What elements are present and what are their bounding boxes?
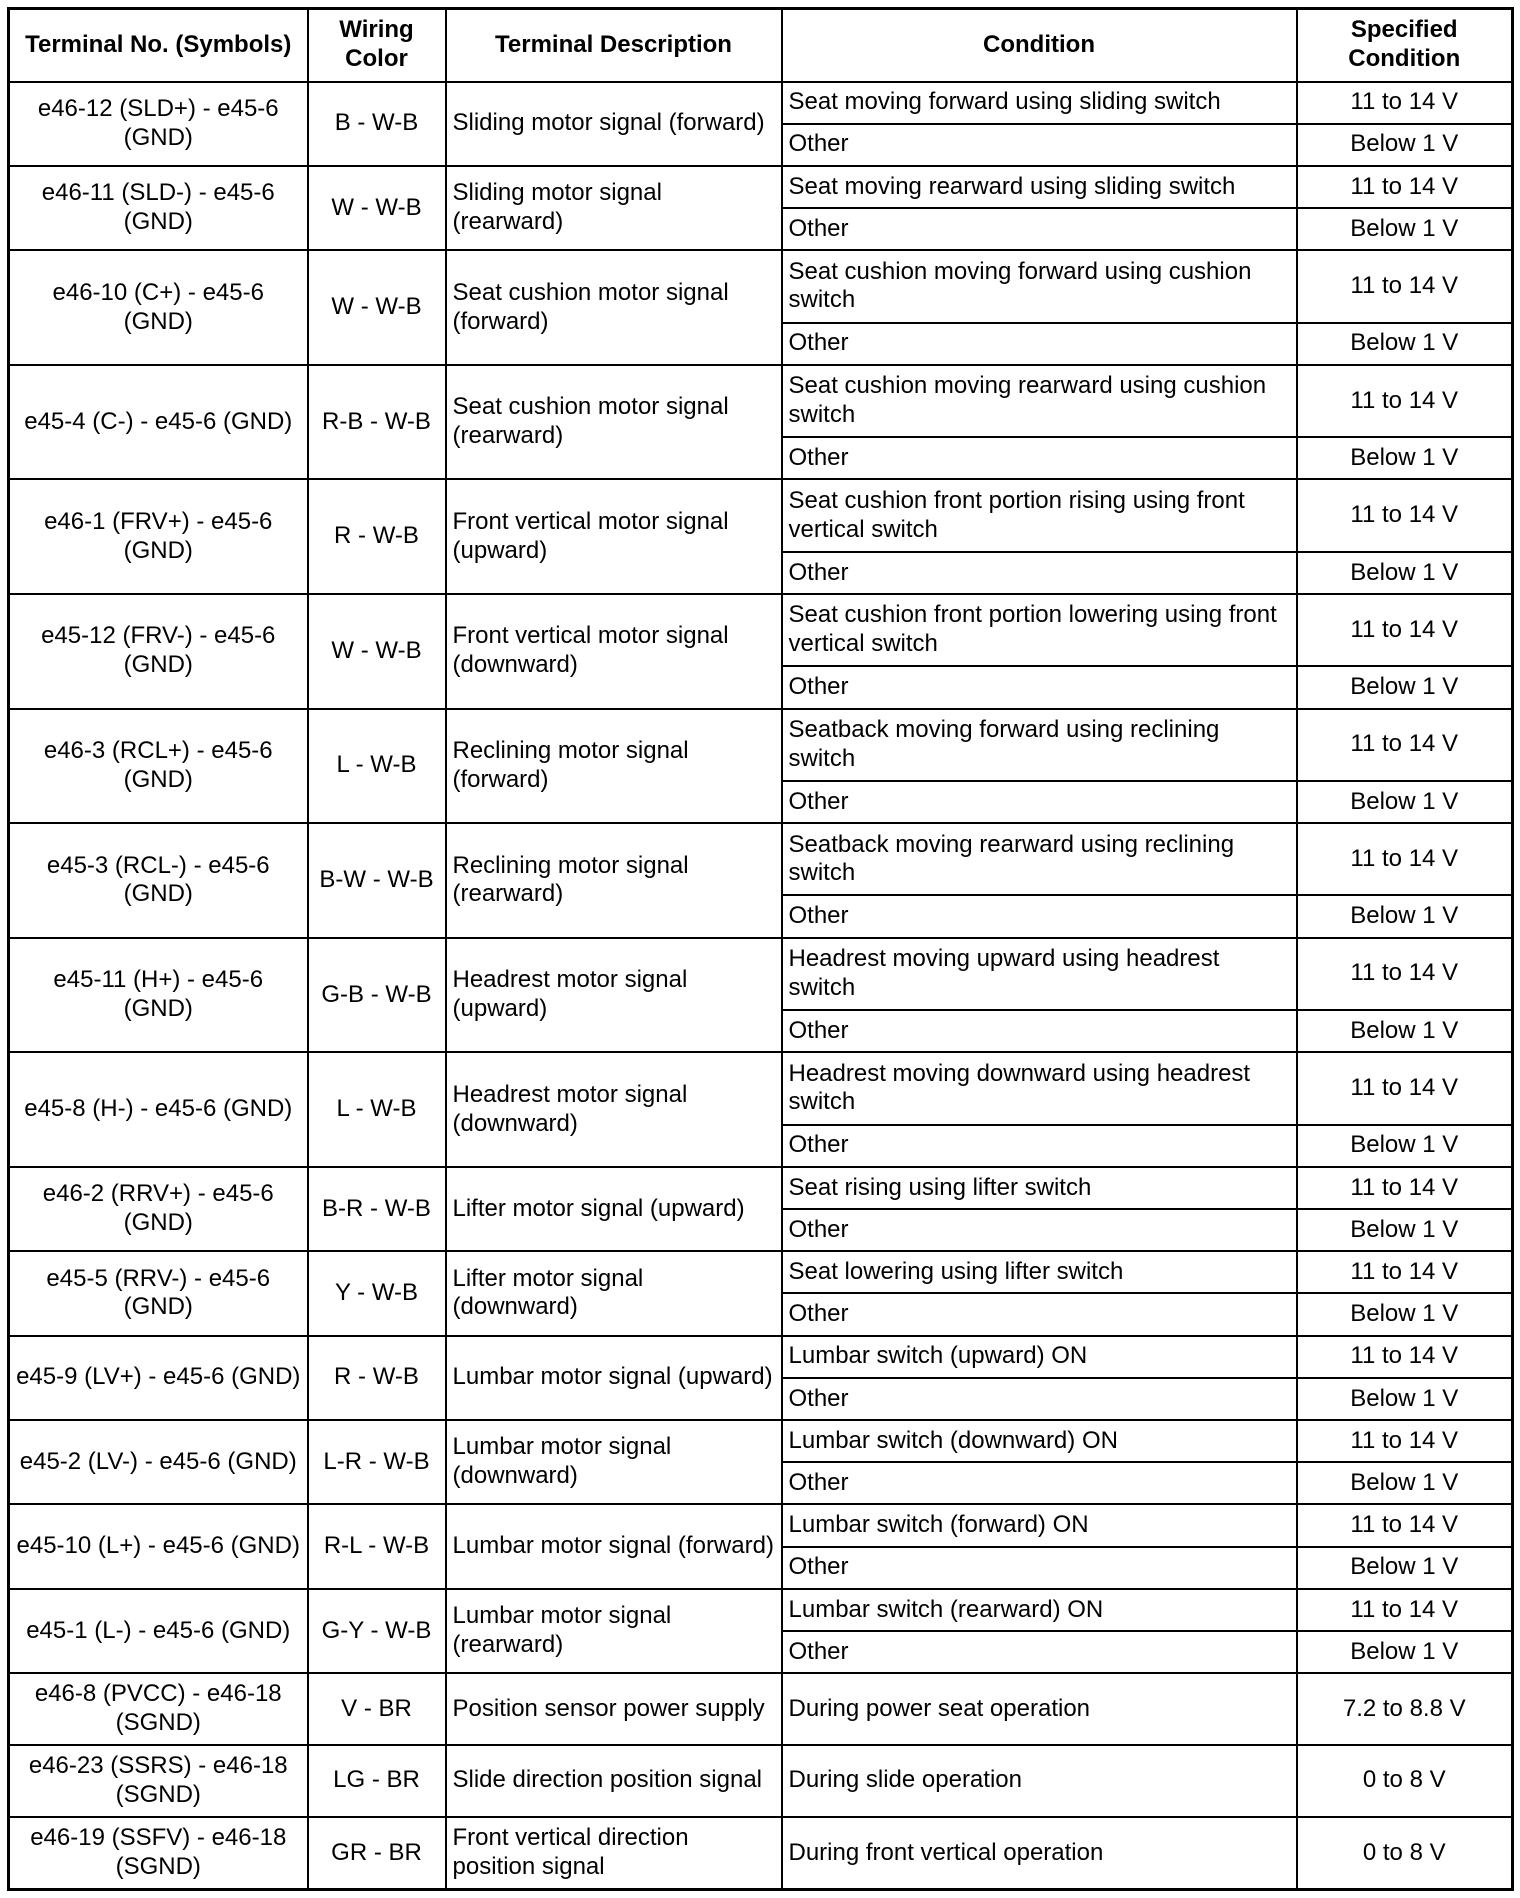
- specified-condition-cell: 11 to 14 V: [1297, 823, 1513, 895]
- specified-condition-cell: 11 to 14 V: [1297, 166, 1513, 208]
- wiring-color-cell: W - W-B: [308, 594, 446, 709]
- header-specified-condition: Specified Condition: [1297, 9, 1513, 82]
- condition-cell: Lumbar switch (downward) ON: [782, 1420, 1297, 1462]
- condition-cell: Lumbar switch (forward) ON: [782, 1504, 1297, 1546]
- condition-cell: Other: [782, 124, 1297, 166]
- description-cell: Position sensor power supply: [446, 1673, 782, 1744]
- specified-condition-cell: Below 1 V: [1297, 1547, 1513, 1589]
- header-condition: Condition: [782, 9, 1297, 82]
- table-row: [9, 1589, 1513, 1631]
- specified-condition-cell: Below 1 V: [1297, 552, 1513, 594]
- description-cell: Seat cushion motor signal (forward): [446, 250, 782, 365]
- specified-condition-cell: Below 1 V: [1297, 1209, 1513, 1251]
- condition-cell: Seat cushion front portion rising using front vertical switch: [782, 479, 1297, 551]
- condition-cell: Other: [782, 208, 1297, 250]
- wiring-color-cell: G-Y - W-B: [308, 1589, 446, 1673]
- specified-condition-cell: Below 1 V: [1297, 208, 1513, 250]
- description-cell: Front vertical motor signal (downward): [446, 594, 782, 709]
- terminal-cell: e45-9 (LV+) - e45-6 (GND): [9, 1336, 308, 1420]
- terminal-cell: e46-10 (C+) - e45-6 (GND): [9, 250, 308, 365]
- specified-condition-cell: 11 to 14 V: [1297, 594, 1513, 666]
- terminal-cell: e46-12 (SLD+) - e45-6 (GND): [9, 82, 308, 166]
- description-cell: Headrest motor signal (upward): [446, 938, 782, 1053]
- condition-cell: Headrest moving upward using headrest switch: [782, 938, 1297, 1010]
- condition-cell: Other: [782, 781, 1297, 823]
- terminal-cell: e46-1 (FRV+) - e45-6 (GND): [9, 479, 308, 594]
- table-row: [9, 1745, 1513, 1817]
- specified-condition-cell: 11 to 14 V: [1297, 1420, 1513, 1462]
- specified-condition-cell: 11 to 14 V: [1297, 1504, 1513, 1546]
- wiring-color-cell: R-L - W-B: [308, 1504, 446, 1588]
- specified-condition-cell: 11 to 14 V: [1297, 1336, 1513, 1378]
- terminal-cell: e45-4 (C-) - e45-6 (GND): [9, 365, 308, 480]
- description-cell: Headrest motor signal (downward): [446, 1052, 782, 1167]
- table-row: [9, 250, 1513, 322]
- terminal-cell: e46-11 (SLD-) - e45-6 (GND): [9, 166, 308, 250]
- wiring-color-cell: R - W-B: [308, 1336, 446, 1420]
- condition-cell: During slide operation: [782, 1745, 1297, 1817]
- table-row: [9, 594, 1513, 666]
- specified-condition-cell: Below 1 V: [1297, 1293, 1513, 1335]
- description-cell: Sliding motor signal (rearward): [446, 166, 782, 250]
- specified-condition-cell: Below 1 V: [1297, 666, 1513, 708]
- table-row: [9, 1052, 1513, 1124]
- condition-cell: Seat moving forward using sliding switch: [782, 82, 1297, 124]
- specified-condition-cell: 11 to 14 V: [1297, 1052, 1513, 1124]
- wiring-color-cell: W - W-B: [308, 166, 446, 250]
- specified-condition-cell: 11 to 14 V: [1297, 938, 1513, 1010]
- specified-condition-cell: Below 1 V: [1297, 781, 1513, 823]
- description-cell: Lumbar motor signal (rearward): [446, 1589, 782, 1673]
- description-cell: Reclining motor signal (rearward): [446, 823, 782, 938]
- condition-cell: During power seat operation: [782, 1673, 1297, 1744]
- description-cell: Lumbar motor signal (forward): [446, 1504, 782, 1588]
- terminal-cell: e45-8 (H-) - e45-6 (GND): [9, 1052, 308, 1167]
- wiring-color-cell: L - W-B: [308, 709, 446, 824]
- terminal-cell: e46-23 (SSRS) - e46-18 (SGND): [9, 1745, 308, 1817]
- condition-cell: Lumbar switch (upward) ON: [782, 1336, 1297, 1378]
- condition-cell: Other: [782, 1378, 1297, 1420]
- specified-condition-cell: 11 to 14 V: [1297, 82, 1513, 124]
- terminal-cell: e45-3 (RCL-) - e45-6 (GND): [9, 823, 308, 938]
- description-cell: Seat cushion motor signal (rearward): [446, 365, 782, 480]
- condition-cell: Seat cushion moving forward using cushion switch: [782, 250, 1297, 322]
- specified-condition-cell: Below 1 V: [1297, 895, 1513, 937]
- terminal-cell: e45-2 (LV-) - e45-6 (GND): [9, 1420, 308, 1504]
- specified-condition-cell: 11 to 14 V: [1297, 709, 1513, 781]
- specified-condition-cell: Below 1 V: [1297, 1010, 1513, 1052]
- terminal-cell: e45-1 (L-) - e45-6 (GND): [9, 1589, 308, 1673]
- condition-cell: Other: [782, 1547, 1297, 1589]
- terminal-cell: e45-12 (FRV-) - e45-6 (GND): [9, 594, 308, 709]
- wiring-color-cell: R - W-B: [308, 479, 446, 594]
- specified-condition-cell: 0 to 8 V: [1297, 1745, 1513, 1817]
- wiring-color-cell: L-R - W-B: [308, 1420, 446, 1504]
- wiring-color-cell: L - W-B: [308, 1052, 446, 1167]
- table-row: [9, 709, 1513, 781]
- table-row: [9, 365, 1513, 437]
- description-cell: Lumbar motor signal (downward): [446, 1420, 782, 1504]
- terminal-cell: e46-8 (PVCC) - e46-18 (SGND): [9, 1673, 308, 1744]
- specified-condition-cell: Below 1 V: [1297, 1462, 1513, 1504]
- description-cell: Sliding motor signal (forward): [446, 82, 782, 166]
- condition-cell: Other: [782, 1293, 1297, 1335]
- specified-condition-cell: Below 1 V: [1297, 323, 1513, 365]
- table-row: [9, 166, 1513, 208]
- condition-cell: Seat cushion moving rearward using cushion switch: [782, 365, 1297, 437]
- wiring-color-cell: B-R - W-B: [308, 1167, 446, 1251]
- terminal-cell: e46-2 (RRV+) - e45-6 (GND): [9, 1167, 308, 1251]
- wiring-color-cell: G-B - W-B: [308, 938, 446, 1053]
- header-terminal-description: Terminal Description: [446, 9, 782, 82]
- specified-condition-cell: 11 to 14 V: [1297, 1589, 1513, 1631]
- wiring-color-cell: Y - W-B: [308, 1251, 446, 1335]
- header-terminal: Terminal No. (Symbols): [9, 9, 308, 82]
- condition-cell: Lumbar switch (rearward) ON: [782, 1589, 1297, 1631]
- header-wiring-color: Wiring Color: [308, 9, 446, 82]
- condition-cell: Other: [782, 1010, 1297, 1052]
- condition-cell: Other: [782, 895, 1297, 937]
- condition-cell: Other: [782, 1125, 1297, 1167]
- condition-cell: Other: [782, 323, 1297, 365]
- condition-cell: Seatback moving forward using reclining switch: [782, 709, 1297, 781]
- table-row: [9, 1251, 1513, 1293]
- wiring-color-cell: V - BR: [308, 1673, 446, 1744]
- wiring-color-cell: B - W-B: [308, 82, 446, 166]
- condition-cell: Seat rising using lifter switch: [782, 1167, 1297, 1209]
- wiring-color-cell: B-W - W-B: [308, 823, 446, 938]
- description-cell: Front vertical direction position signal: [446, 1817, 782, 1890]
- specified-condition-cell: 11 to 14 V: [1297, 1167, 1513, 1209]
- condition-cell: Other: [782, 437, 1297, 479]
- table-row: [9, 82, 1513, 124]
- table-row: [9, 1504, 1513, 1546]
- table-row: [9, 1817, 1513, 1890]
- condition-cell: During front vertical operation: [782, 1817, 1297, 1890]
- specified-condition-cell: Below 1 V: [1297, 437, 1513, 479]
- header-row: [9, 9, 1513, 82]
- wiring-color-cell: W - W-B: [308, 250, 446, 365]
- description-cell: Lumbar motor signal (upward): [446, 1336, 782, 1420]
- specified-condition-cell: Below 1 V: [1297, 1125, 1513, 1167]
- terminal-cell: e46-3 (RCL+) - e45-6 (GND): [9, 709, 308, 824]
- table-row: [9, 1167, 1513, 1209]
- table-row: [9, 1420, 1513, 1462]
- description-cell: Slide direction position signal: [446, 1745, 782, 1817]
- description-cell: Reclining motor signal (forward): [446, 709, 782, 824]
- table-row: [9, 938, 1513, 1010]
- condition-cell: Seat moving rearward using sliding switch: [782, 166, 1297, 208]
- specified-condition-cell: Below 1 V: [1297, 124, 1513, 166]
- specified-condition-cell: Below 1 V: [1297, 1631, 1513, 1673]
- description-cell: Front vertical motor signal (upward): [446, 479, 782, 594]
- condition-cell: Other: [782, 552, 1297, 594]
- table-row: [9, 479, 1513, 551]
- condition-cell: Seat cushion front portion lowering using front vertical switch: [782, 594, 1297, 666]
- terminal-cell: e46-19 (SSFV) - e46-18 (SGND): [9, 1817, 308, 1890]
- condition-cell: Other: [782, 1209, 1297, 1251]
- terminal-cell: e45-11 (H+) - e45-6 (GND): [9, 938, 308, 1053]
- wiring-color-cell: R-B - W-B: [308, 365, 446, 480]
- specified-condition-cell: 7.2 to 8.8 V: [1297, 1673, 1513, 1744]
- condition-cell: Headrest moving downward using headrest switch: [782, 1052, 1297, 1124]
- description-cell: Lifter motor signal (downward): [446, 1251, 782, 1335]
- description-cell: Lifter motor signal (upward): [446, 1167, 782, 1251]
- wiring-color-cell: GR - BR: [308, 1817, 446, 1890]
- condition-cell: Seatback moving rearward using reclining switch: [782, 823, 1297, 895]
- table-row: [9, 823, 1513, 895]
- terminal-spec-table: [7, 7, 1514, 1891]
- table-row: [9, 1336, 1513, 1378]
- terminal-cell: e45-10 (L+) - e45-6 (GND): [9, 1504, 308, 1588]
- specified-condition-cell: 11 to 14 V: [1297, 479, 1513, 551]
- specified-condition-cell: 11 to 14 V: [1297, 365, 1513, 437]
- specified-condition-cell: 11 to 14 V: [1297, 250, 1513, 322]
- condition-cell: Seat lowering using lifter switch: [782, 1251, 1297, 1293]
- condition-cell: Other: [782, 1462, 1297, 1504]
- specified-condition-cell: 11 to 14 V: [1297, 1251, 1513, 1293]
- table-row: [9, 1673, 1513, 1744]
- specified-condition-cell: Below 1 V: [1297, 1378, 1513, 1420]
- terminal-cell: e45-5 (RRV-) - e45-6 (GND): [9, 1251, 308, 1335]
- specified-condition-cell: 0 to 8 V: [1297, 1817, 1513, 1890]
- wiring-color-cell: LG - BR: [308, 1745, 446, 1817]
- condition-cell: Other: [782, 1631, 1297, 1673]
- condition-cell: Other: [782, 666, 1297, 708]
